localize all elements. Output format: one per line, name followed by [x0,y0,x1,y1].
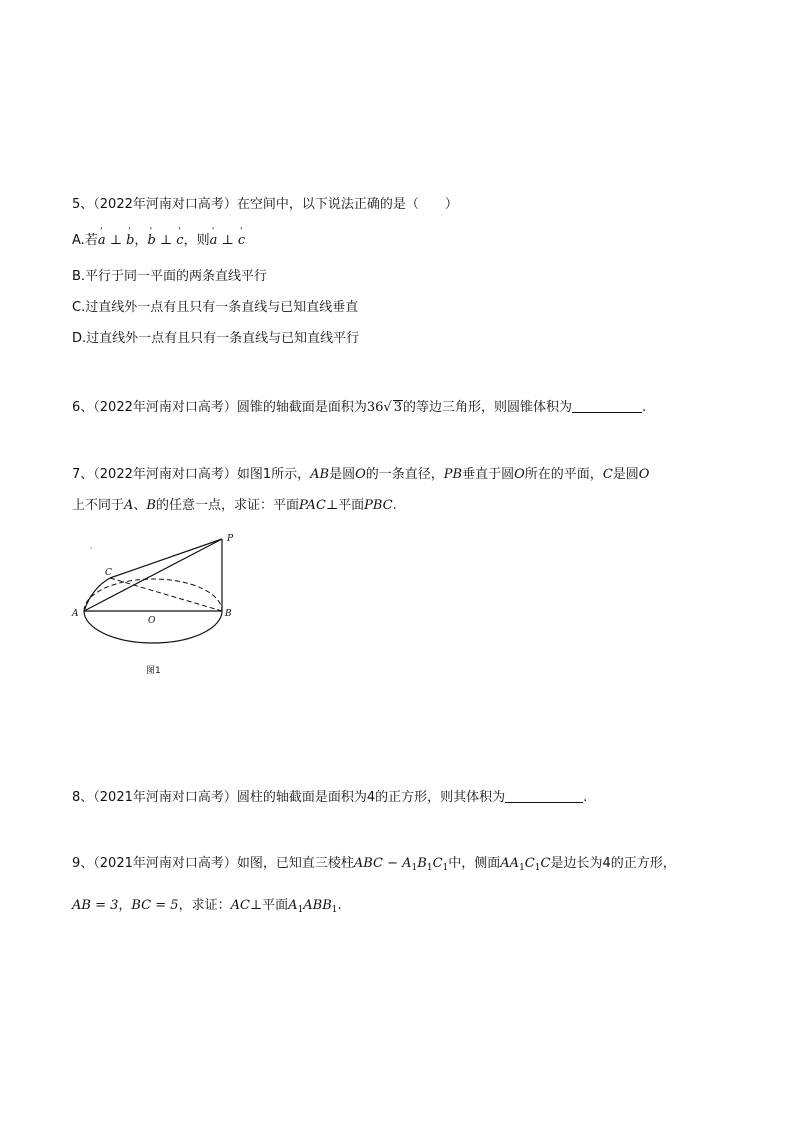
q7-c: C [602,467,613,482]
q9-prism: ABC − A [353,856,412,871]
q7-l2-t1: 上不同于 [72,498,125,513]
q5-a-then: ，则 [183,233,210,248]
q7-pbc: PBC [364,498,393,513]
q7-line-1 [72,466,649,484]
q9-bc: BC = 5 [131,898,179,913]
q9-sub2: 1 [426,863,433,873]
perp-symbol: ⊥ [109,233,122,248]
q7-l2-t3: 平面 [338,498,365,513]
label-p: P [227,534,234,544]
q5-a-prefix: A.若 [72,233,98,248]
vector-a: ˈ a [98,232,106,250]
q7-o: O [355,467,366,482]
q7-pac: PAC [299,498,326,513]
q9-fc: C [524,856,535,871]
q7-t5: 所在的平面， [524,467,603,482]
q9-t2: 中，侧面 [448,856,501,871]
q8-end: . [583,790,588,805]
q7-a: A [124,498,134,513]
q9-t4: ，求证： [178,898,231,913]
q5-d-text: D.过直线外一点有且只有一条直线与已知直线平行 [72,331,360,346]
q9-face: AA [500,856,520,871]
sqrt-icon: √ [383,400,392,415]
q7-line-2 [72,497,397,515]
label-b: B [225,609,232,619]
q5-stem-text: 5、（2022年河南对口高考）在空间中，以下说法正确的是（ ） [72,197,458,212]
q9-comma: ， [118,898,132,913]
q5-c-text: C.过直线外一点有且只有一条直线与已知直线垂直 [72,300,359,315]
q5-option-a [72,232,245,250]
perp-symbol-2: ⊥ [159,233,173,248]
q7-t6: 是圆 [612,467,639,482]
q7-l2-t2: 的任意一点，求证：平面 [155,498,299,513]
q7-t3: 的一条直径， [365,467,444,482]
q9-line-1 [72,855,676,877]
q7-pb: PB [443,467,463,482]
q9-t3: 是边长为4的正方形， [550,856,676,871]
perp-symbol-4: ⊥ [325,498,339,513]
vector-c: ˈ c [176,232,183,250]
vector-b: ˈ b [126,232,134,250]
label-o: O [148,616,156,626]
q6-sqrt-value: 3 [393,400,402,415]
q7-o-2: O [514,467,525,482]
segment-pc [110,539,222,578]
q9-t5: 平面 [262,898,289,913]
figure-caption: 图1 [146,666,161,676]
q5-a-sep: ， [134,233,148,248]
q9-line-2 [72,897,342,919]
vector-c-2: ˈ c [238,232,245,250]
q9-fc2: C [540,856,551,871]
segment-ac [84,578,110,611]
q7-t1: 7、（2022年河南对口高考）如图1所示， [72,467,311,482]
q7-ab: AB [310,467,330,482]
q9-fsub2: 1 [534,863,541,873]
q9-sub3: 1 [442,863,449,873]
q6-end: . [642,400,647,415]
q9-fsub1: 1 [519,863,525,873]
q9-ac: AC [230,898,250,913]
q5-stem [72,196,458,214]
q7-t4: 垂直于圆 [462,467,515,482]
base-ellipse-back [84,579,222,611]
segment-cb [110,578,222,611]
q9-sub1: 1 [411,863,418,873]
q6-text-before: 6、（2022年河南对口高考）圆锥的轴截面是面积为 [72,400,367,415]
vector-a-2: ˈ a [210,232,218,250]
q8-text: 8、（2021年河南对口高考）圆柱的轴截面是面积为4的正方形，则其体积为 [72,790,506,805]
q5-b-text: B.平行于同一平面的两条直线平行 [72,269,268,284]
q9-t1: 9、（2021年河南对口高考）如图，已知直三棱柱 [72,856,354,871]
q7-o-3: O [638,467,650,482]
q7-t2: 是圆 [329,467,356,482]
q9-plane-a: A [288,898,298,913]
q7-b: B [146,498,156,513]
q9-psub2: 1 [331,905,338,915]
q9-end: . [337,898,342,913]
label-c: C [105,568,112,578]
vector-b-2: ˈ b [147,232,155,250]
q9-ab: AB = 3 [72,898,119,913]
perp-symbol-5: ⊥ [249,898,263,913]
q7-sep: 、 [133,498,147,513]
q9-plane-abb: ABB [303,898,332,913]
q5-option-c [72,299,358,317]
q9-c1: C [432,856,443,871]
q7-end: . [392,498,397,513]
geometry-figure-1 [70,530,270,680]
q9-psub1: 1 [297,905,304,915]
q6-number: 36 [366,400,384,415]
q5-option-b [72,268,267,286]
q8 [72,788,587,807]
q6 [72,398,646,417]
label-a: A [72,609,79,619]
q5-option-d [72,330,359,348]
q9-b1: B [417,856,427,871]
q8-answer-blank[interactable] [505,788,583,803]
perp-symbol-3: ⊥ [221,233,234,248]
q6-text-after: 的等边三角形，则圆锥体积为 [402,400,572,415]
q6-answer-blank[interactable] [572,398,642,413]
